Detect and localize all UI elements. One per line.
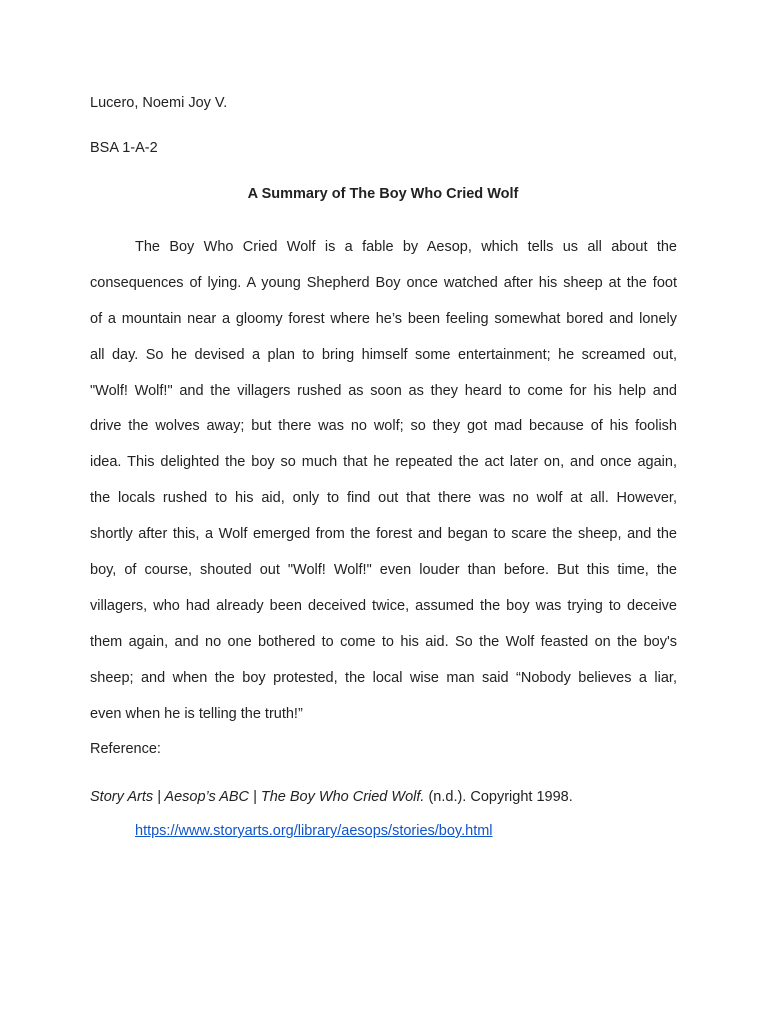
paragraph-line: "Wolf! Wolf!" and the villagers rushed as soon as they heard to come for his help and [90,382,677,399]
paragraph-line: of a mountain near a gloomy forest where he’s been feeling somewhat bored and lonely [90,310,677,327]
paragraph-line: the locals rushed to his aid, only to find out that there was no wolf at all. However, [90,490,677,507]
reference-link[interactable]: https://www.storyarts.org/library/aesops/stories/boy.html [135,823,493,839]
author-name: Lucero, Noemi Joy V. [90,95,228,111]
paragraph-line: them again, and no one bothered to come to his aid. So the Wolf feasted on the boy's [90,633,677,650]
summary-paragraph [90,230,677,732]
paragraph-line: villagers, who had already been deceived twice, assumed the boy was trying to deceive [90,597,677,614]
paragraph-line: drive the wolves away; but there was no wolf; so they got mad because of his foolish [90,418,677,435]
citation-title: Story Arts | Aesop’s ABC | The Boy Who Cried Wolf. [90,789,425,805]
reference-heading: Reference: [90,741,161,757]
paragraph-line: even when he is telling the truth!” [90,705,303,722]
paragraph-line: all day. So he devised a plan to bring himself some entertainment; he screamed out, [90,346,677,363]
class-section: BSA 1-A-2 [90,140,158,156]
paragraph-line: shortly after this, a Wolf emerged from the forest and began to scare the sheep, and the [90,526,677,543]
reference-citation [90,788,573,806]
citation-details: (n.d.). Copyright 1998. [424,789,573,805]
paragraph-line: consequences of lying. A young Shepherd Boy once watched after his sheep at the foot [90,274,677,291]
document-title: A Summary of The Boy Who Cried Wolf [247,186,519,202]
paragraph-line: The Boy Who Cried Wolf is a fable by Aesop, which tells us all about the [135,239,677,255]
paragraph-line: sheep; and when the boy protested, the local wise man said “Nobody believes a liar, [90,669,677,686]
paragraph-line: idea. This delighted the boy so much that he repeated the act later on, and once again, [90,454,677,471]
paragraph-line: boy, of course, shouted out "Wolf! Wolf!" even louder than before. But this time, the [90,562,677,579]
